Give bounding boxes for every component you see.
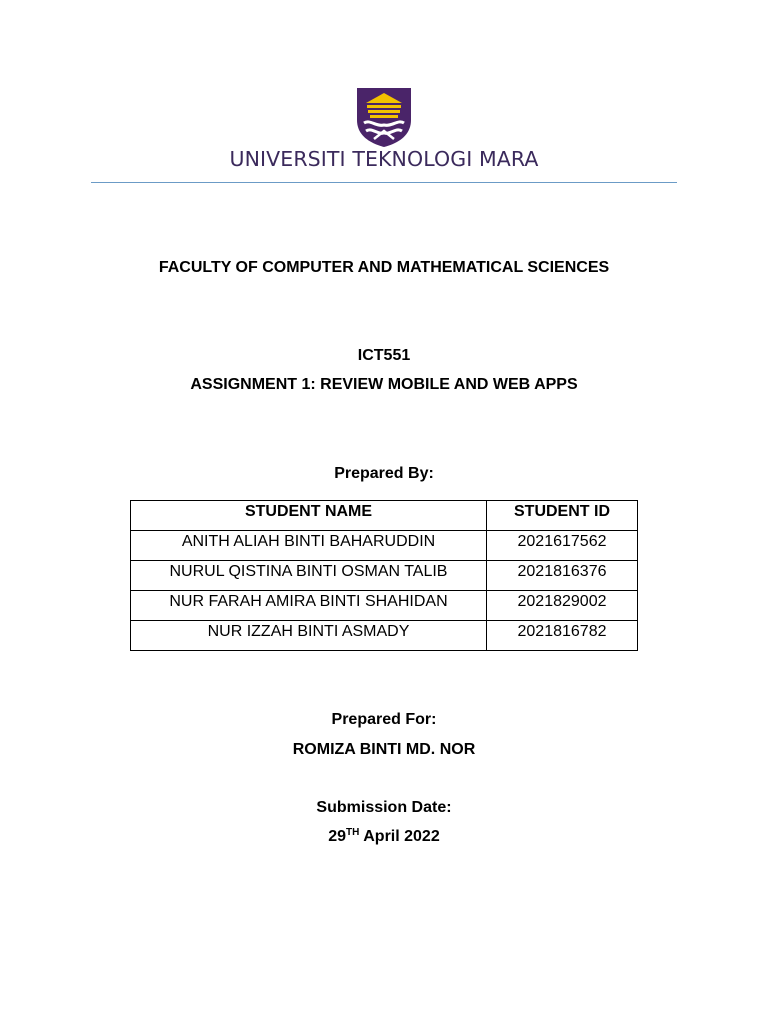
submission-day-suffix: TH [346,827,360,838]
table-row [131,531,638,561]
submission-date-label: Submission Date: [316,799,452,816]
submission-day: 29 [328,828,347,845]
submission-date [0,827,768,847]
student-id-cell: 2021816376 [487,561,638,591]
student-name-cell: NUR IZZAH BINTI ASMADY [131,621,487,651]
prepared-for-label: Prepared For: [331,711,437,728]
table-row [131,561,638,591]
student-id-header: STUDENT ID [487,501,638,531]
header-divider [91,182,677,183]
table-row [131,591,638,621]
assignment-title: ASSIGNMENT 1: REVIEW MOBILE AND WEB APPS [190,376,578,393]
lecturer-name: ROMIZA BINTI MD. NOR [292,741,476,758]
faculty-name: FACULTY OF COMPUTER AND MATHEMATICAL SCIENCES [158,259,610,276]
student-id-cell: 2021816782 [487,621,638,651]
uitm-crest-icon [355,86,413,148]
course-code: ICT551 [357,347,411,364]
submission-month-year: April 2022 [359,828,440,845]
student-name-header: STUDENT NAME [131,501,487,531]
table-header-row [131,501,638,531]
prepared-by-label: Prepared By: [334,465,434,482]
students-table [130,500,638,651]
table-row [131,621,638,651]
student-id-cell: 2021829002 [487,591,638,621]
student-id-cell: 2021617562 [487,531,638,561]
student-name-cell: NUR FARAH AMIRA BINTI SHAHIDAN [131,591,487,621]
student-name-cell: NURUL QISTINA BINTI OSMAN TALIB [131,561,487,591]
university-name: UNIVERSITI TEKNOLOGI MARA [229,147,539,171]
student-name-cell: ANITH ALIAH BINTI BAHARUDDIN [131,531,487,561]
